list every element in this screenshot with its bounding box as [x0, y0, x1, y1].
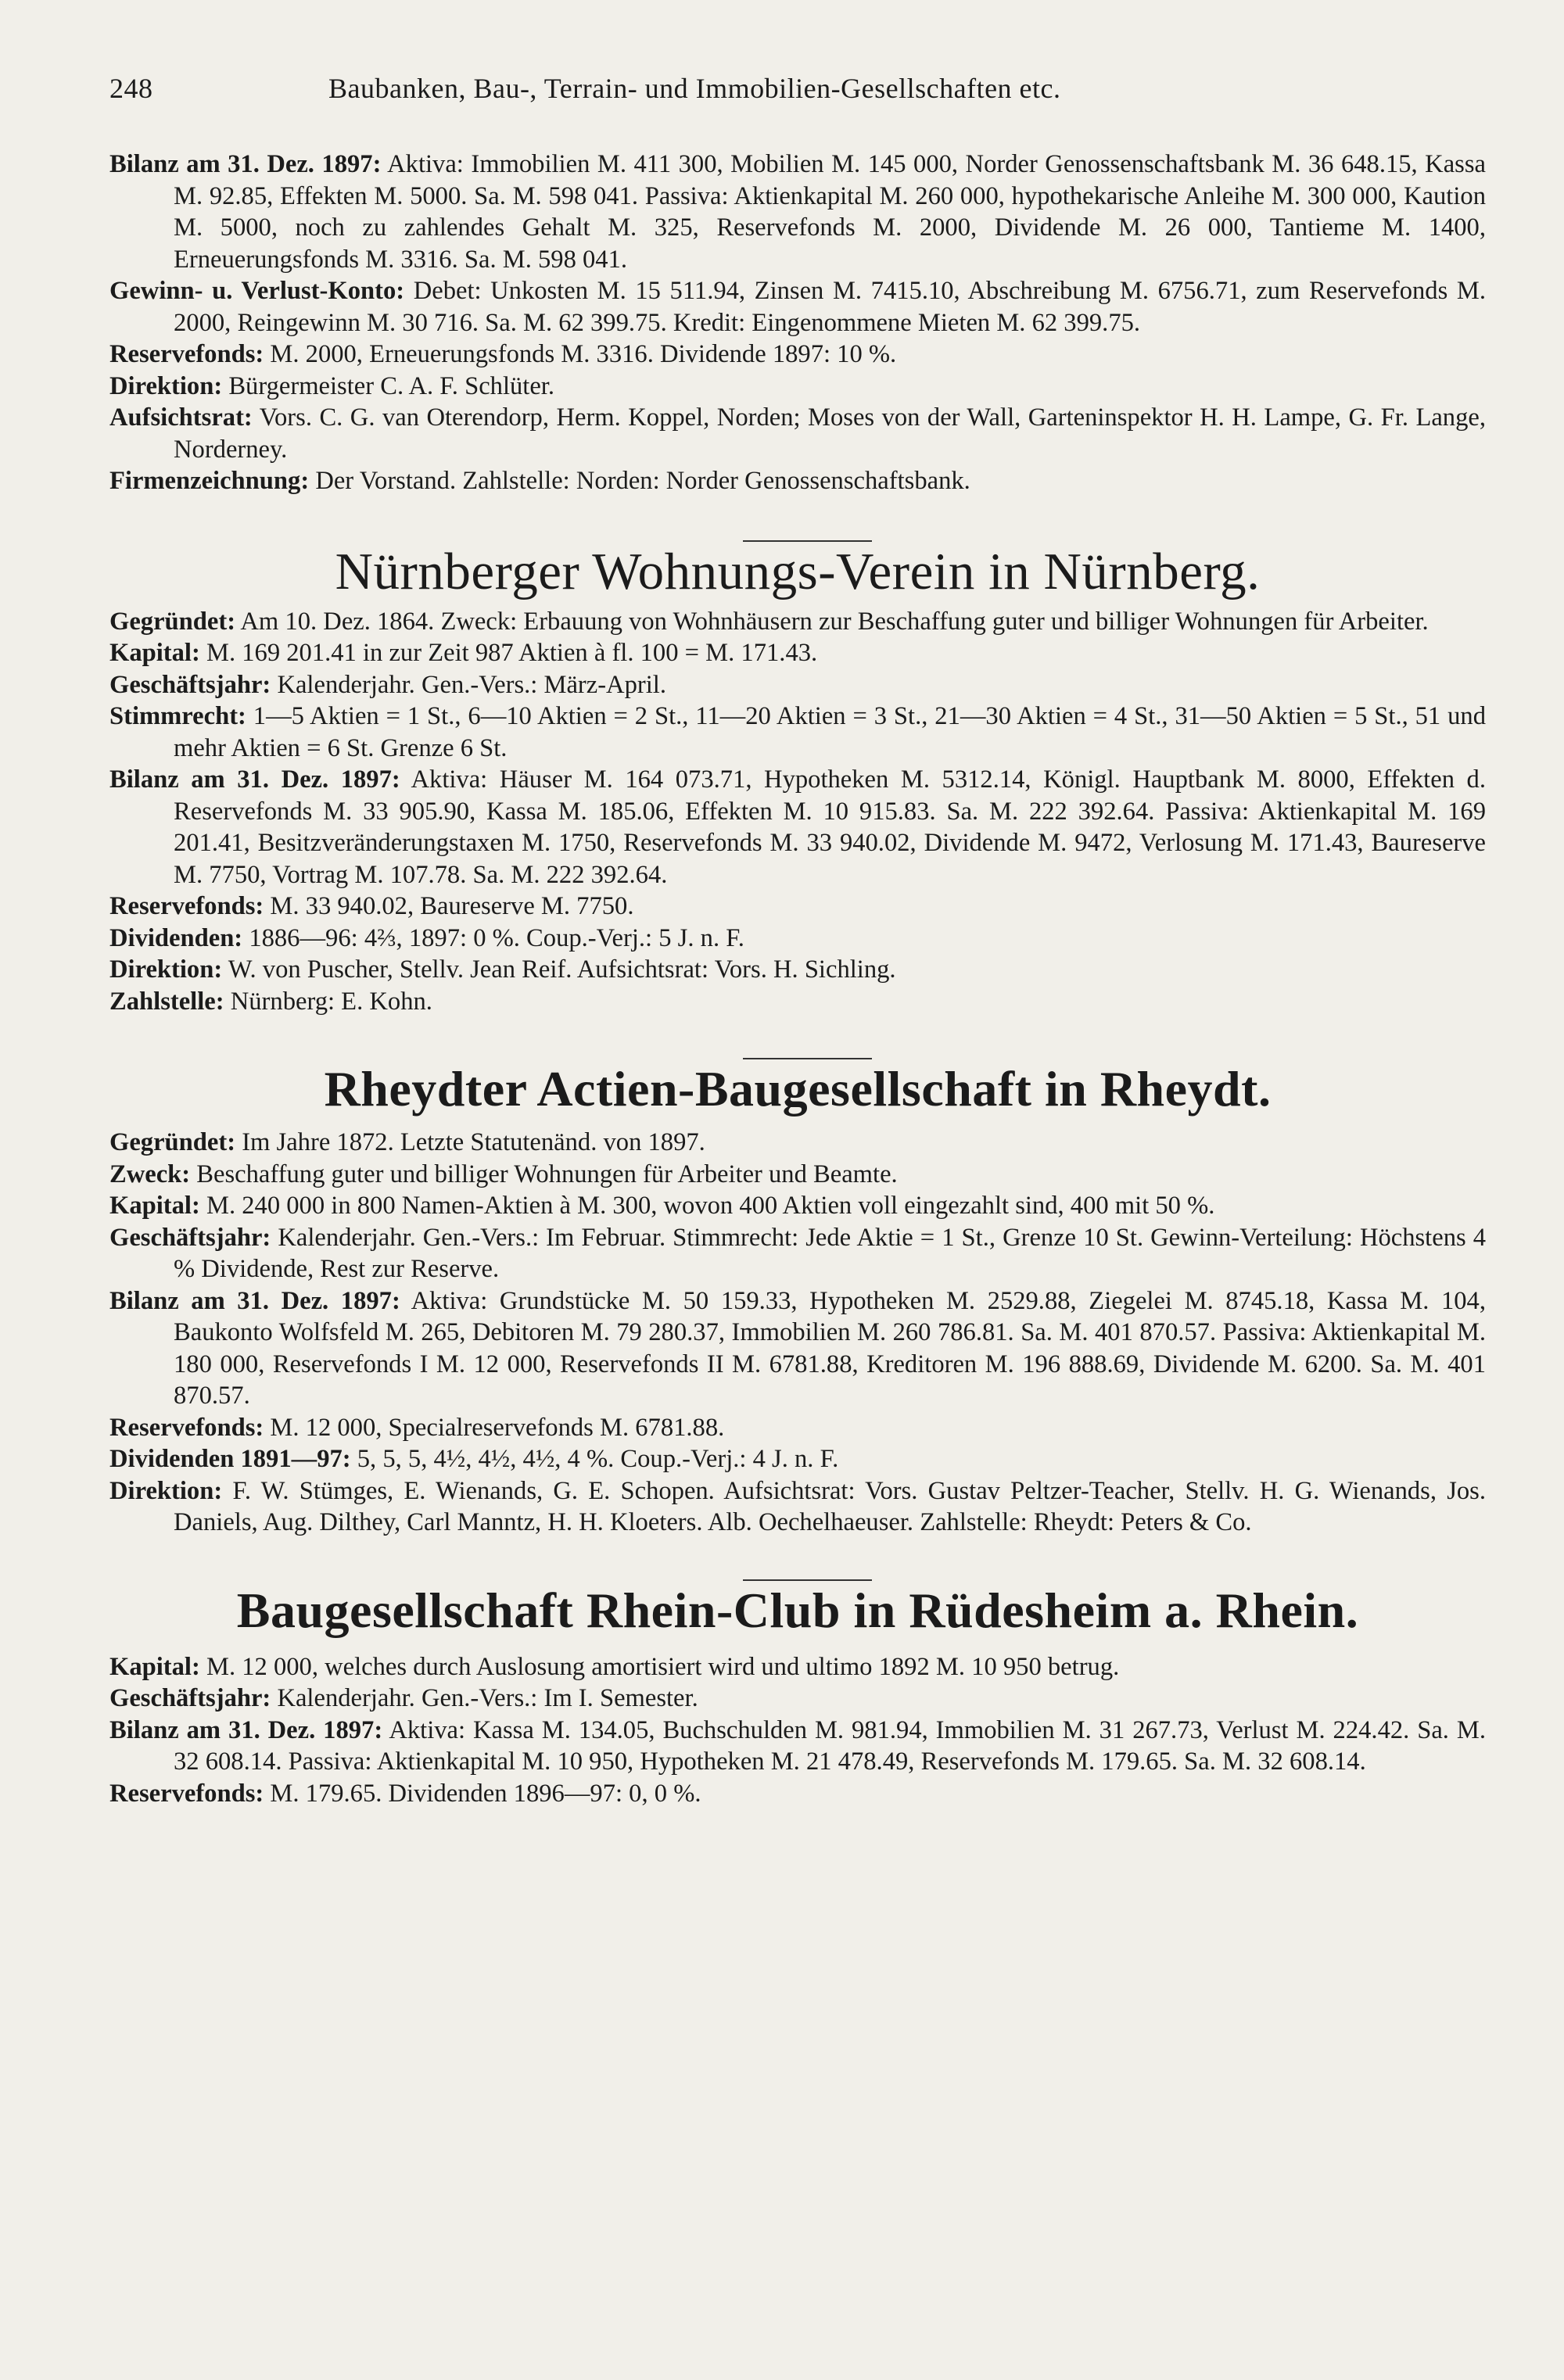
- entry-paragraph: [109, 1651, 1486, 1683]
- field-text: Aktiva: Grundstücke M. 50 159.33, Hypotheken M. 2529.88, Ziegelei M. 8745.18, Kassa M. 104, Baukonto Wolfsfeld M. 265, Debitoren M. 79 280.37, Immobilien M. 260 786.81. Sa. M. 401 870.57. Passiva: Aktienkapital M. 180 000, Reservefonds I M. 12 000, Reservefonds II M. 6781.88, Kreditoren M. 196 888.69, Dividende M. 6200. Sa. M. 401 870.57.: [174, 1286, 1486, 1410]
- entry-paragraph: [109, 402, 1486, 465]
- field-label: Zweck:: [109, 1160, 191, 1188]
- entry-paragraph: [109, 954, 1486, 986]
- entry-paragraph: [109, 986, 1486, 1018]
- field-text: Im Jahre 1872. Letzte Statutenänd. von 1897.: [235, 1128, 705, 1156]
- entry-paragraph: [109, 637, 1486, 669]
- entry-paragraph: [109, 1127, 1486, 1159]
- entry-paragraph: [109, 1222, 1486, 1285]
- company-title: Rheydter Actien-Baugesellschaft in Rheydt.: [324, 1061, 1272, 1117]
- company-title: Nürnberger Wohnungs-Verein in Nürnberg.: [335, 542, 1261, 600]
- field-text: W. von Puscher, Stellv. Jean Reif. Aufsichtsrat: Vors. H. Sichling.: [222, 955, 896, 984]
- field-text: 1—5 Aktien = 1 St., 6—10 Aktien = 2 St., 11—20 Aktien = 3 St., 21—30 Aktien = 4 St., 31—50 Aktien = 5 St., 51 und mehr Aktien = 6 St. Grenze 6 St.: [174, 702, 1486, 762]
- field-label: Stimmrecht:: [109, 702, 246, 730]
- field-label: Direktion:: [109, 955, 223, 984]
- field-label: Gegründet:: [109, 1128, 236, 1156]
- field-label: Direktion:: [109, 371, 223, 400]
- field-text: M. 179.65. Dividenden 1896—97: 0, 0 %.: [264, 1779, 701, 1808]
- field-text: Aktiva: Immobilien M. 411 300, Mobilien M. 145 000, Norder Genossenschaftsbank M. 36 648.15, Kassa M. 92.85, Effekten M. 5000. Sa. M. 598 041. Passiva: Aktienkapital M. 260 000, hypothekarische Anleihe M. 300 000, Kaution M. 5000, noch zu zahlendes Gehalt M. 325, Reservefonds M. 2000, Dividende M. 26 000, Tantieme M. 1400, Erneuerungsfonds M. 3316. Sa. M. 598 041.: [174, 150, 1486, 274]
- entry-paragraph: [109, 1443, 1486, 1475]
- field-text: Bürgermeister C. A. F. Schlüter.: [222, 371, 554, 400]
- field-text: M. 33 940.02, Baureserve M. 7750.: [264, 892, 634, 920]
- field-label: Geschäftsjahr:: [109, 1684, 271, 1712]
- field-text: Vors. C. G. van Oterendorp, Herm. Koppel, Norden; Moses von der Wall, Garteninspektor H. H. Lampe, G. Fr. Lange, Norderney.: [174, 403, 1486, 464]
- field-text: M. 12 000, welches durch Auslosung amortisiert wird und ultimo 1892 M. 10 950 betrug.: [199, 1652, 1120, 1681]
- entry-paragraph: [109, 1715, 1486, 1778]
- entry-paragraph: [109, 701, 1486, 764]
- field-text: Beschaffung guter und billiger Wohnungen für Arbeiter und Beamte.: [190, 1160, 898, 1188]
- field-label: Bilanz am 31. Dez. 1897:: [109, 1715, 383, 1744]
- section-divider: [743, 1579, 872, 1581]
- entry-section: [109, 1579, 1486, 1810]
- entry-paragraph: [109, 371, 1486, 403]
- field-label: Aufsichtsrat:: [109, 403, 253, 432]
- field-text: Der Vorstand. Zahlstelle: Norden: Norder Genossenschaftsbank.: [309, 467, 970, 495]
- entry-paragraph: [109, 923, 1486, 955]
- field-label: Bilanz am 31. Dez. 1897:: [109, 150, 382, 178]
- field-text: Kalenderjahr. Gen.-Vers.: Im Februar. Stimmrecht: Jede Aktie = 1 St., Grenze 10 St. Gewinn-Verteilung: Höchstens 4 % Dividende, Rest zur Reserve.: [174, 1223, 1486, 1283]
- field-label: Bilanz am 31. Dez. 1897:: [109, 765, 400, 794]
- company-title: Baugesellschaft Rhein-Club in Rüdesheim a. Rhein.: [236, 1582, 1359, 1638]
- entry-paragraph: [109, 764, 1486, 891]
- entry-paragraph: [109, 669, 1486, 701]
- field-label: Bilanz am 31. Dez. 1897:: [109, 1286, 400, 1315]
- section-divider: [743, 1058, 872, 1059]
- entry-paragraph: [109, 1683, 1486, 1715]
- entry-paragraph: [109, 1190, 1486, 1222]
- field-label: Dividenden:: [109, 923, 243, 952]
- field-label: Kapital:: [109, 1192, 200, 1220]
- field-label: Firmenzeichnung:: [109, 467, 310, 495]
- field-text: Nürnberg: E. Kohn.: [224, 987, 432, 1016]
- running-title: Baubanken, Bau-, Terrain- und Immobilien-Gesellschaften etc.: [328, 73, 1061, 104]
- field-text: Debet: Unkosten M. 15 511.94, Zinsen M. 7415.10, Abschreibung M. 6756.71, zum Reservefonds M. 2000, Reingewinn M. 30 716. Sa. M. 62 399.75. Kredit: Eingenommene Mieten M. 62 399.75.: [174, 277, 1486, 337]
- field-text: 5, 5, 5, 4½, 4½, 4½, 4 %. Coup.-Verj.: 4 J. n. F.: [350, 1445, 839, 1473]
- entry-paragraph: [109, 149, 1486, 275]
- field-text: Kalenderjahr. Gen.-Vers.: März-April.: [271, 670, 666, 699]
- entry-paragraph: [109, 1412, 1486, 1444]
- field-text: M. 2000, Erneuerungsfonds M. 3316. Dividende 1897: 10 %.: [264, 340, 897, 368]
- field-label: Dividenden 1891—97:: [109, 1445, 351, 1473]
- page-number: 248: [109, 73, 153, 104]
- field-text: Aktiva: Kassa M. 134.05, Buchschulden M. 981.94, Immobilien M. 31 267.73, Verlust M. 224.42. Sa. M. 32 608.14. Passiva: Aktienkapital M. 10 950, Hypotheken M. 21 478.49, Reservefonds M. 179.65. Sa. M. 32 608.14.: [174, 1715, 1486, 1776]
- entry-section: [109, 540, 1486, 1018]
- page-header: [109, 72, 1455, 111]
- field-label: Zahlstelle:: [109, 987, 224, 1016]
- entry-paragraph: [109, 1475, 1486, 1539]
- entry-paragraph: [109, 465, 1486, 497]
- field-label: Reservefonds:: [109, 340, 264, 368]
- entry-paragraph: [109, 339, 1486, 371]
- field-text: Aktiva: Häuser M. 164 073.71, Hypotheken M. 5312.14, Königl. Hauptbank M. 8000, Effekten d. Reservefonds M. 33 905.90, Kassa M. 185.06, Effekten M. 10 915.83. Sa. M. 222 392.64. Passiva: Aktienkapital M. 169 201.41, Besitzveränderungstaxen M. 1750, Reservefonds M. 33 940.02, Dividende M. 9472, Verlosung M. 171.43, Baureserve M. 7750, Vortrag M. 107.78. Sa. M. 222 392.64.: [174, 765, 1486, 889]
- entry-paragraph: [109, 891, 1486, 923]
- field-label: Geschäftsjahr:: [109, 670, 271, 699]
- field-text: Kalenderjahr. Gen.-Vers.: Im I. Semester.: [271, 1684, 698, 1712]
- entry-paragraph: [109, 1778, 1486, 1810]
- field-label: Reservefonds:: [109, 1413, 264, 1442]
- field-label: Direktion:: [109, 1476, 223, 1505]
- entry-paragraph: [109, 275, 1486, 339]
- field-text: Am 10. Dez. 1864. Zweck: Erbauung von Wohnhäusern zur Beschaffung guter und billiger Wohnungen für Arbeiter.: [235, 607, 1429, 636]
- field-label: Reservefonds:: [109, 892, 264, 920]
- field-text: 1886—96: 4⅔, 1897: 0 %. Coup.-Verj.: 5 J. n. F.: [242, 923, 744, 952]
- field-label: Geschäftsjahr:: [109, 1223, 271, 1252]
- field-label: Kapital:: [109, 639, 200, 667]
- entry-section: [109, 1058, 1486, 1539]
- field-text: M. 12 000, Specialreservefonds M. 6781.88.: [264, 1413, 725, 1442]
- field-text: M. 169 201.41 in zur Zeit 987 Aktien à fl. 100 = M. 171.43.: [199, 639, 818, 667]
- field-text: F. W. Stümges, E. Wienands, G. E. Schopen. Aufsichtsrat: Vors. Gustav Peltzer-Teacher, Stellv. H. G. Wienands, Jos. Daniels, Aug. Dilthey, Carl Manntz, H. H. Kloeters. Alb. Oechelhaeuser. Zahlstelle: Rheydt: Peters & Co.: [174, 1476, 1486, 1536]
- entry-paragraph: [109, 606, 1486, 638]
- field-label: Gegründet:: [109, 607, 236, 636]
- entry-section: [109, 149, 1486, 497]
- section-divider: [743, 540, 872, 542]
- field-label: Reservefonds:: [109, 1779, 264, 1808]
- page-content: [109, 149, 1486, 1809]
- entry-paragraph: [109, 1285, 1486, 1412]
- field-text: M. 240 000 in 800 Namen-Aktien à M. 300, wovon 400 Aktien voll eingezahlt sind, 400 mit 50 %.: [199, 1192, 1215, 1220]
- entry-paragraph: [109, 1159, 1486, 1191]
- field-label: Gewinn- u. Verlust-Konto:: [109, 277, 405, 305]
- field-label: Kapital:: [109, 1652, 200, 1681]
